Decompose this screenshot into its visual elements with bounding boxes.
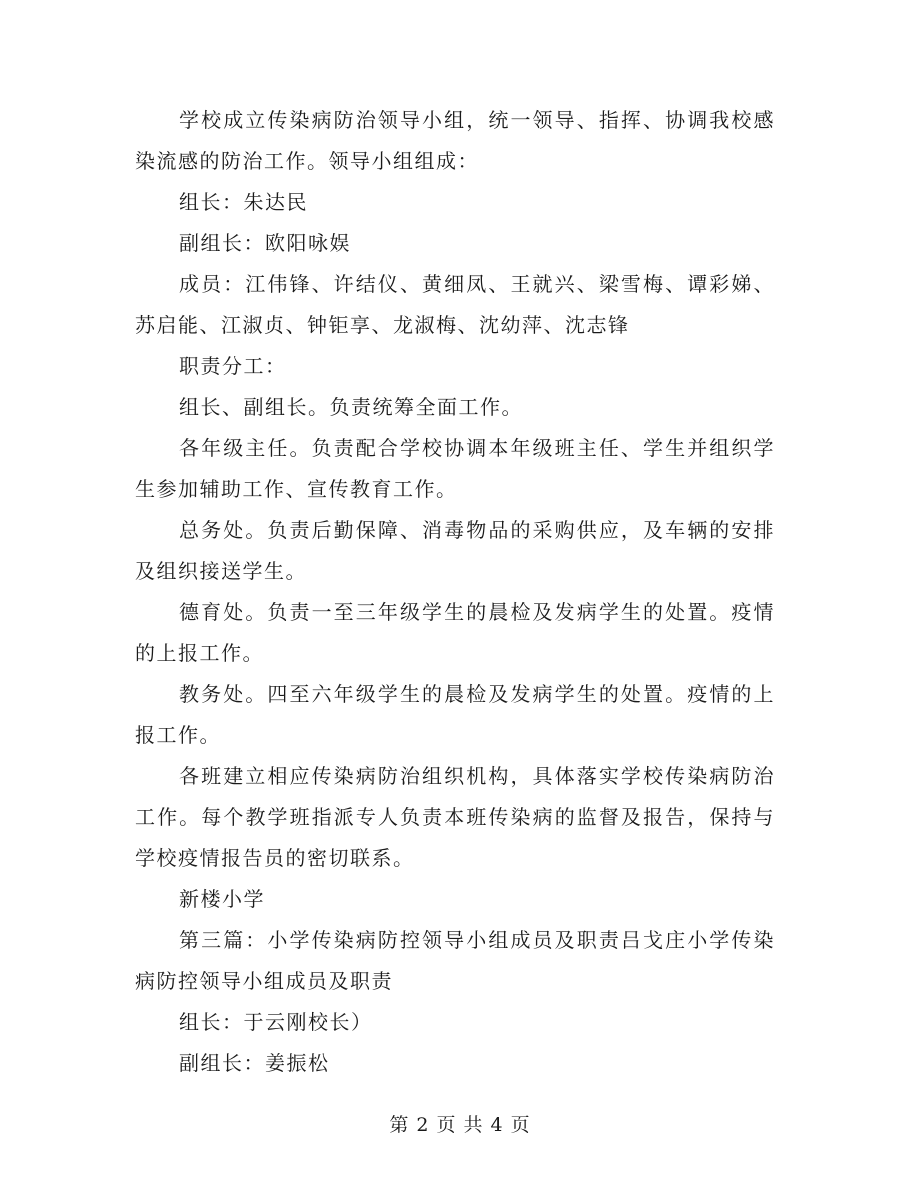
paragraph-duties-heading: 职责分工： (179, 354, 287, 378)
paragraph-duty-grade-heads: 各年级主任。负责配合学校协调本年级班主任、学生并组织学生参加辅助工作、宣传教育工作。 (135, 436, 775, 501)
page-number-footer: 第 2 页 共 4 页 (389, 1114, 531, 1136)
paragraph-leader: 组长：朱达民 (179, 190, 308, 214)
paragraph-chapter-three-title: 第三篇：小学传染病防控领导小组成员及职责吕戈庄小学传染病防控领导小组成员及职责 (135, 928, 775, 993)
paragraph-members: 成员：江伟锋、许结仪、黄细凤、王就兴、梁雪梅、谭彩娣、苏启能、江淑贞、钟钜享、龙淑梅、沈幼萍、沈志锋 (135, 272, 775, 337)
paragraph-intro: 学校成立传染病防治领导小组，统一领导、指挥、协调我校感染流感的防治工作。领导小组组成： (135, 108, 775, 173)
paragraph-duty-leaders: 组长、副组长。负责统筹全面工作。 (179, 395, 523, 419)
paragraph-chapter-three-leader: 组长：于云刚校长） (179, 1010, 373, 1034)
paragraph-school-name: 新楼小学 (179, 887, 265, 911)
paragraph-chapter-three-deputy: 副组长：姜振松 (179, 1051, 330, 1075)
paragraph-class-organization: 各班建立相应传染病防治组织机构，具体落实学校传染病防治工作。每个教学班指派专人负责本班传染病的监督及报告，保持与学校疫情报告员的密切联系。 (135, 764, 775, 870)
document-body (135, 100, 775, 1084)
paragraph-deputy-leader: 副组长：欧阳咏娱 (179, 231, 351, 255)
paragraph-duty-moral-education: 德育处。负责一至三年级学生的晨检及发病学生的处置。疫情的上报工作。 (135, 600, 775, 665)
paragraph-duty-academic-affairs: 教务处。四至六年级学生的晨检及发病学生的处置。疫情的上报工作。 (135, 682, 775, 747)
paragraph-duty-general-affairs: 总务处。负责后勤保障、消毒物品的采购供应，及车辆的安排及组织接送学生。 (135, 518, 775, 583)
